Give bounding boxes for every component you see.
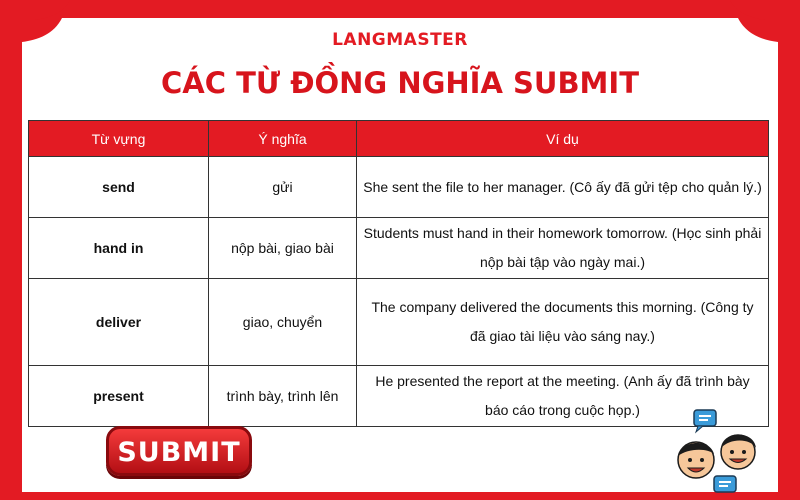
column-header-meaning: Ý nghĩa: [209, 121, 357, 157]
cell-example: She sent the file to her manager. (Cô ấy đã gửi tệp cho quản lý.): [357, 157, 769, 218]
cell-example: Students must hand in their homework tomorrow. (Học sinh phải nộp bài tập vào ngày mai.): [357, 218, 769, 279]
submit-button[interactable]: SUBMIT: [106, 426, 252, 476]
synonym-table: [28, 120, 769, 427]
brand-logo: LANGMASTER: [332, 30, 468, 50]
cell-meaning: trình bày, trình lên: [209, 366, 357, 427]
cell-example: The company delivered the documents this morning. (Công ty đã giao tài liệu vào sáng nay.): [357, 279, 769, 366]
table-row: [29, 157, 769, 218]
cell-meaning: gửi: [209, 157, 357, 218]
table-row: [29, 279, 769, 366]
column-header-example: Ví dụ: [357, 121, 769, 157]
cell-word: send: [29, 157, 209, 218]
column-header-word: Từ vựng: [29, 121, 209, 157]
cell-word: present: [29, 366, 209, 427]
cell-meaning: nộp bài, giao bài: [209, 218, 357, 279]
table-row: [29, 366, 769, 427]
cell-word: hand in: [29, 218, 209, 279]
cell-meaning: giao, chuyển: [209, 279, 357, 366]
cell-word: deliver: [29, 279, 209, 366]
two-people-chatting-icon: [668, 408, 772, 496]
cell-example: He presented the report at the meeting. (Anh ấy đã trình bày báo cáo trong cuộc họp.): [357, 366, 769, 427]
table-header-row: [29, 121, 769, 157]
page-title: CÁC TỪ ĐỒNG NGHĨA SUBMIT: [161, 66, 639, 100]
table-row: [29, 218, 769, 279]
